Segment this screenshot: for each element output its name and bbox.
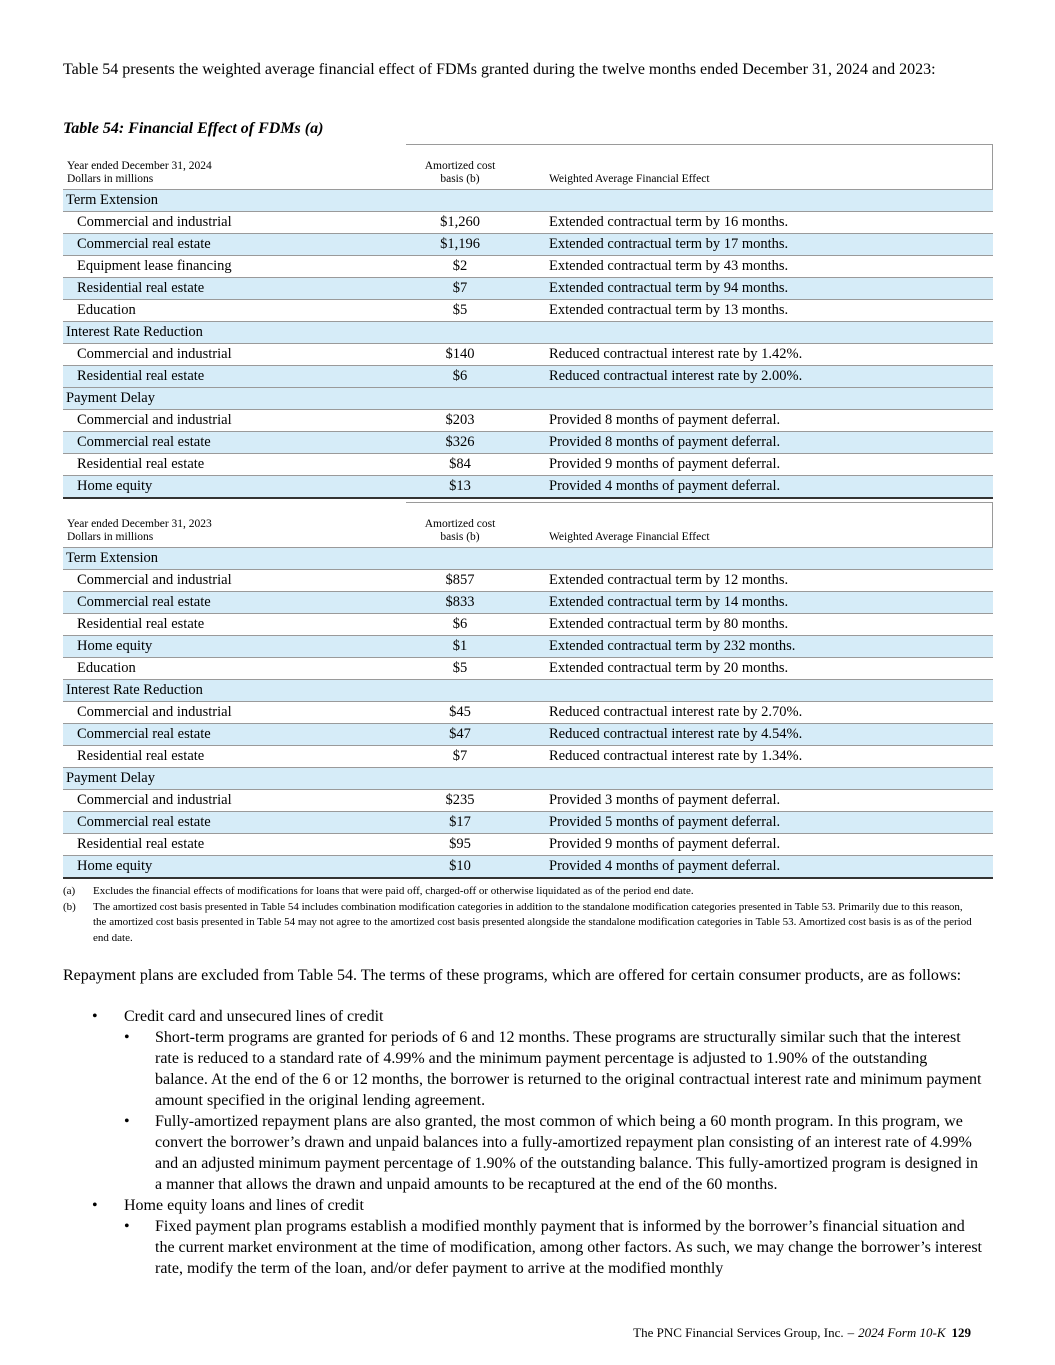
row-amount: $235 bbox=[445, 792, 475, 808]
table-row bbox=[63, 834, 993, 856]
row-amount: $1 bbox=[452, 638, 468, 654]
section-row bbox=[63, 548, 993, 570]
row-label: Residential real estate bbox=[77, 368, 205, 384]
header-col2-line: basis (b) bbox=[440, 173, 480, 185]
row-effect: Extended contractual term by 14 months. bbox=[549, 594, 789, 610]
section-row bbox=[63, 322, 993, 344]
table-row bbox=[63, 702, 993, 724]
row-effect: Reduced contractual interest rate by 2.70%. bbox=[549, 704, 803, 720]
header-rule bbox=[992, 502, 993, 547]
footnote-label: (a) bbox=[63, 885, 76, 897]
row-label: Residential real estate bbox=[77, 456, 205, 472]
row-amount: $6 bbox=[452, 368, 468, 384]
header-year: Year ended December 31, 2024 bbox=[67, 160, 212, 172]
row-label: Commercial and industrial bbox=[77, 572, 232, 588]
sub-bullet-text: Short-term programs are granted for periods of 6 and 12 months. These programs are structurally similar such that the interest rate is reduced to a standard rate of 4.99% and the minimum payment percentage is adjusted to 1.90% of the outstanding balance. At the end of the 6 or 12 months, the borrower is returned to the original contractual interest rate and minimum payment amount specified in the original lending agreement. bbox=[155, 1029, 982, 1109]
header-rule bbox=[992, 144, 993, 189]
bullet-credit-card bbox=[63, 1006, 983, 1027]
table-row bbox=[63, 300, 993, 322]
section-label: Term Extension bbox=[66, 550, 159, 566]
row-label: Commercial real estate bbox=[77, 814, 211, 830]
fdm-table-2023 bbox=[63, 502, 993, 879]
bullet-mark: • bbox=[124, 1029, 130, 1046]
section-label: Payment Delay bbox=[66, 770, 155, 786]
row-effect: Extended contractual term by 17 months. bbox=[549, 236, 789, 252]
footnote-text: The amortized cost basis presented in Table 54 includes combination modification categories in addition to the standalone modification categories presented in Table 53. Primarily due to this reason, the amortized cost basis presented in Table 54 may not agree to the amortized cost basis presented alongside the standalone modification categories in Table 53. Amortized cost basis is as of the period end date. bbox=[93, 900, 972, 944]
header-col2-line: basis (b) bbox=[440, 531, 480, 543]
row-amount: $7 bbox=[452, 280, 468, 296]
row-amount: $5 bbox=[452, 302, 468, 318]
row-effect: Reduced contractual interest rate by 1.42%. bbox=[549, 346, 803, 362]
bullet-mark: • bbox=[124, 1218, 130, 1235]
row-label: Commercial and industrial bbox=[77, 704, 232, 720]
header-period bbox=[67, 160, 212, 186]
bullet-text: Home equity loans and lines of credit bbox=[124, 1197, 364, 1214]
sub-bullet-fully-amortized bbox=[63, 1111, 983, 1195]
header-financial-effect: Weighted Average Financial Effect bbox=[549, 531, 710, 543]
table-row bbox=[63, 454, 993, 476]
row-effect: Provided 5 months of payment deferral. bbox=[549, 814, 781, 830]
section-label: Interest Rate Reduction bbox=[66, 324, 203, 340]
section-row bbox=[63, 680, 993, 702]
bullet-mark: • bbox=[92, 1008, 98, 1025]
sub-bullet-short-term bbox=[63, 1027, 983, 1111]
row-label: Commercial and industrial bbox=[77, 412, 232, 428]
bullet-home-equity bbox=[63, 1195, 983, 1216]
row-effect: Provided 4 months of payment deferral. bbox=[549, 478, 781, 494]
footer-company: The PNC Financial Services Group, Inc. bbox=[633, 1325, 844, 1340]
section-label: Payment Delay bbox=[66, 390, 155, 406]
table-row bbox=[63, 410, 993, 432]
row-label: Commercial real estate bbox=[77, 434, 211, 450]
row-effect: Extended contractual term by 43 months. bbox=[549, 258, 789, 274]
table-row bbox=[63, 812, 993, 834]
table-row bbox=[63, 746, 993, 768]
table-row bbox=[63, 570, 993, 592]
row-amount: $1,260 bbox=[440, 214, 480, 230]
row-label: Home equity bbox=[77, 478, 153, 494]
footnotes bbox=[63, 884, 978, 946]
bullet-text: Credit card and unsecured lines of credit bbox=[124, 1008, 384, 1025]
sub-bullet-text: Fixed payment plan programs establish a modified monthly payment that is informed by the borrower’s financial situation and the current market environment at the time of modification, among other factors. As such, we may change the borrower’s interest rate, modify the term of the loan, and/or defer payment to arrive at the modified monthly bbox=[155, 1218, 982, 1277]
header-period bbox=[67, 518, 212, 544]
row-effect: Extended contractual term by 12 months. bbox=[549, 572, 789, 588]
row-label: Equipment lease financing bbox=[77, 258, 232, 274]
row-label: Residential real estate bbox=[77, 616, 205, 632]
row-effect: Provided 4 months of payment deferral. bbox=[549, 858, 781, 874]
row-amount: $140 bbox=[445, 346, 475, 362]
row-amount: $857 bbox=[445, 572, 475, 588]
row-effect: Extended contractual term by 232 months. bbox=[549, 638, 796, 654]
footnote-label: (b) bbox=[63, 900, 76, 913]
table-row bbox=[63, 212, 993, 234]
header-rule bbox=[406, 144, 993, 145]
sub-bullet-text: Fully-amortized repayment plans are also granted, the most common of which being a 60 month program. In this program, we convert the borrower’s drawn and unpaid balances into a fully-amortized repayment plan consisting of an interest rate of 4.99% and an adjusted minimum payment percentage of 1.90% of the outstanding balance. This fully-amortized program is designed in a manner that allows the drawn and unpaid amounts to be recaptured at the end of the 60 months. bbox=[155, 1113, 979, 1193]
fdm-table-2024 bbox=[63, 144, 993, 499]
row-amount: $6 bbox=[452, 616, 468, 632]
header-rule bbox=[406, 502, 993, 503]
row-label: Commercial real estate bbox=[77, 236, 211, 252]
footer-separator: – bbox=[847, 1325, 855, 1340]
table-row bbox=[63, 344, 993, 366]
table-title: Table 54: Financial Effect of FDMs (a) bbox=[63, 120, 324, 137]
row-amount: $833 bbox=[445, 594, 475, 610]
row-amount: $95 bbox=[449, 836, 471, 852]
row-amount: $2 bbox=[452, 258, 468, 274]
section-label: Interest Rate Reduction bbox=[66, 682, 203, 698]
row-effect: Reduced contractual interest rate by 1.34%. bbox=[549, 748, 803, 764]
row-effect: Extended contractual term by 20 months. bbox=[549, 660, 789, 676]
row-amount: $13 bbox=[449, 478, 471, 494]
sub-bullet-fixed-payment bbox=[63, 1216, 983, 1279]
row-amount: $84 bbox=[449, 456, 471, 472]
table-row bbox=[63, 592, 993, 614]
row-label: Commercial and industrial bbox=[77, 214, 232, 230]
footnote-b bbox=[63, 900, 978, 947]
header-units: Dollars in millions bbox=[67, 531, 154, 543]
row-effect: Provided 3 months of payment deferral. bbox=[549, 792, 781, 808]
row-label: Residential real estate bbox=[77, 280, 205, 296]
row-amount: $7 bbox=[452, 748, 468, 764]
row-effect: Extended contractual term by 94 months. bbox=[549, 280, 789, 296]
intro-paragraph: Table 54 presents the weighted average financial effect of FDMs granted during the twelve months ended December 31, 2024 and 2023: bbox=[63, 61, 936, 78]
header-col2-line: Amortized cost bbox=[424, 518, 496, 530]
row-amount: $203 bbox=[445, 412, 475, 428]
page-number: 129 bbox=[951, 1325, 971, 1340]
table-row bbox=[63, 256, 993, 278]
repayment-paragraph: Repayment plans are excluded from Table 54. The terms of these programs, which are offered for certain consumer products, are as follows: bbox=[63, 967, 962, 984]
table-row bbox=[63, 636, 993, 658]
row-amount: $5 bbox=[452, 660, 468, 676]
row-label: Residential real estate bbox=[77, 836, 205, 852]
table-row bbox=[63, 658, 993, 680]
row-label: Home equity bbox=[77, 638, 153, 654]
section-row bbox=[63, 190, 993, 212]
table-row bbox=[63, 234, 993, 256]
footnote-a bbox=[63, 884, 978, 900]
row-effect: Reduced contractual interest rate by 4.54%. bbox=[549, 726, 803, 742]
row-label: Commercial and industrial bbox=[77, 346, 232, 362]
row-label: Residential real estate bbox=[77, 748, 205, 764]
table-header bbox=[63, 502, 993, 548]
row-label: Education bbox=[77, 302, 136, 318]
row-amount: $1,196 bbox=[440, 236, 480, 252]
section-row bbox=[63, 768, 993, 790]
header-year: Year ended December 31, 2023 bbox=[67, 518, 212, 530]
section-row bbox=[63, 388, 993, 410]
row-amount: $17 bbox=[449, 814, 471, 830]
row-effect: Provided 9 months of payment deferral. bbox=[549, 456, 781, 472]
bullet-mark: • bbox=[124, 1113, 130, 1130]
table-row bbox=[63, 790, 993, 812]
table-row bbox=[63, 432, 993, 454]
row-amount: $45 bbox=[449, 704, 471, 720]
table-row bbox=[63, 278, 993, 300]
table-row bbox=[63, 724, 993, 746]
row-effect: Extended contractual term by 16 months. bbox=[549, 214, 789, 230]
section-label: Term Extension bbox=[66, 192, 159, 208]
header-col2-line: Amortized cost bbox=[424, 160, 496, 172]
table-row bbox=[63, 614, 993, 636]
row-effect: Provided 9 months of payment deferral. bbox=[549, 836, 781, 852]
header-financial-effect: Weighted Average Financial Effect bbox=[549, 173, 710, 185]
row-effect: Extended contractual term by 80 months. bbox=[549, 616, 789, 632]
header-amortized-cost bbox=[407, 160, 513, 186]
bullet-mark: • bbox=[92, 1197, 98, 1214]
row-amount: $47 bbox=[449, 726, 471, 742]
page-footer bbox=[633, 1325, 971, 1341]
row-amount: $326 bbox=[445, 434, 475, 450]
header-amortized-cost bbox=[407, 518, 513, 544]
row-amount: $10 bbox=[449, 858, 471, 874]
row-effect: Provided 8 months of payment deferral. bbox=[549, 434, 781, 450]
table-row bbox=[63, 856, 993, 879]
footnote-text: Excludes the financial effects of modifications for loans that were paid off, charged-off or otherwise liquidated as of the period end date. bbox=[93, 885, 694, 897]
row-label: Commercial real estate bbox=[77, 594, 211, 610]
row-label: Commercial real estate bbox=[77, 726, 211, 742]
header-units: Dollars in millions bbox=[67, 173, 154, 185]
row-label: Education bbox=[77, 660, 136, 676]
row-effect: Reduced contractual interest rate by 2.00%. bbox=[549, 368, 803, 384]
table-row bbox=[63, 366, 993, 388]
row-label: Home equity bbox=[77, 858, 153, 874]
footer-form: 2024 Form 10-K bbox=[858, 1325, 946, 1340]
repayment-bullets bbox=[63, 1006, 983, 1279]
row-effect: Provided 8 months of payment deferral. bbox=[549, 412, 781, 428]
row-label: Commercial and industrial bbox=[77, 792, 232, 808]
row-effect: Extended contractual term by 13 months. bbox=[549, 302, 789, 318]
table-row bbox=[63, 476, 993, 499]
table-header bbox=[63, 144, 993, 190]
